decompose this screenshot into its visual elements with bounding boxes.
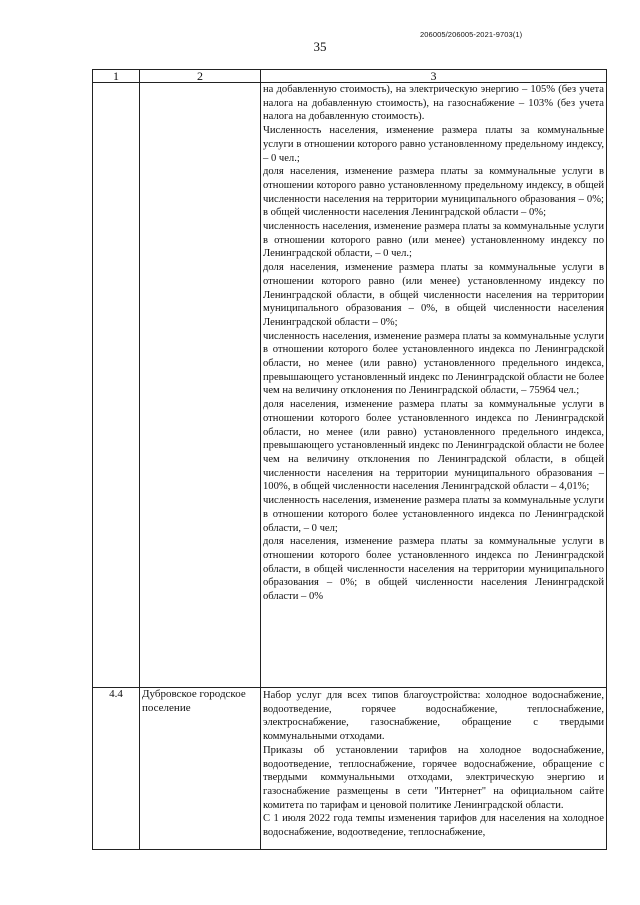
paragraph: численность населения, изменение размера платы за коммунальные услуги в отношении которого более установленного индекса по Ленинградской области, но менее (или равно) установленного предельного индекса, превышающего установленный индекс по Ленинградской области не более чем на величину отклонения по Ленинградской области, – 75964 чел.; [263, 330, 604, 397]
column-header-2: 2 [140, 70, 261, 83]
page-number: 35 [313, 39, 327, 54]
paragraph: Численность населения, изменение размера платы за коммунальные услуги в отношении которого равно установленному предельному индексу, – 0 чел.; [263, 125, 604, 164]
paragraph: численность населения, изменение размера платы за коммунальные услуги в отношении которого равно (или менее) установленному индексу по Ленинградской области, – 0 чел.; [263, 221, 604, 260]
row-description [261, 688, 607, 850]
row-description [261, 83, 607, 688]
data-table [92, 69, 607, 850]
table-row [93, 83, 607, 688]
paragraph: численность населения, изменение размера платы за коммунальные услуги в отношении которого более установленного индекса по Ленинградской области, – 0 чел; [263, 495, 604, 534]
paragraph: С 1 июля 2022 года темпы изменения тарифов для населения на холодное водоснабжение, водоотведение, теплоснабжение, [263, 813, 604, 839]
settlement-name: Дубровское городское поселение [140, 688, 261, 850]
table-row [93, 688, 607, 850]
paragraph: доля населения, изменение размера платы за коммунальные услуги в отношении которого более установленного индекса по Ленинградской области, но менее (или равно) установленного предельного индекса, превышающего установленный индекс по Ленинградской области не более чем на величину отклонения по Ленинградской области, в общей численности населения на территории муниципального образования – 100%, в общей численности населения Ленинградской области – 4,01%; [263, 399, 604, 493]
row-number: 4.4 [93, 688, 140, 850]
paragraph: на добавленную стоимость), на электрическую энергию – 105% (без учета налога на добавленную стоимость), на газоснабжение – 103% (без учета налога на добавленную стоимость). [263, 84, 604, 123]
paragraph: доля населения, изменение размера платы за коммунальные услуги в отношении которого равно установленному предельному индексу, в общей численности населения на территории муниципального образования – 0%; в общей численности населения Ленинградской области – 0%; [263, 166, 604, 219]
paragraph: доля населения, изменение размера платы за коммунальные услуги в отношении которого более установленного индекса по Ленинградской области, в общей численности населения на территории муниципального образования – 0%; в общей численности населения Ленинградской области – 0% [263, 536, 604, 603]
column-header-1: 1 [93, 70, 140, 83]
paragraph: доля населения, изменение размера платы за коммунальные услуги в отношении которого равно (или менее) установленному индексу по Ленинградской области, в общей численности населения на территории муниципального образования – 0%, в общей численности населения Ленинградской области – 0%; [263, 262, 604, 328]
row-number [93, 83, 140, 688]
document-code: 206005/206005-2021-9703(1) [420, 30, 523, 39]
settlement-name [140, 83, 261, 688]
paragraph: Набор услуг для всех типов благоустройства: холодное водоснабжение, водоотведение, горячее водоснабжение, теплоснабжение, электроснабжение, газоснабжение, обращение с твердыми коммунальными отходами. [263, 690, 604, 743]
paragraph: Приказы об установлении тарифов на холодное водоснабжение, водоотведение, теплоснабжение, горячее водоснабжение, обращение с твердыми коммунальными отходами, электрическую энергию и газоснабжение размещены в сети "Интернет" на официальном сайте комитета по тарифам и ценовой политике Ленинградской области. [263, 744, 604, 811]
table-header-row [93, 70, 607, 83]
column-header-3: 3 [261, 70, 607, 83]
